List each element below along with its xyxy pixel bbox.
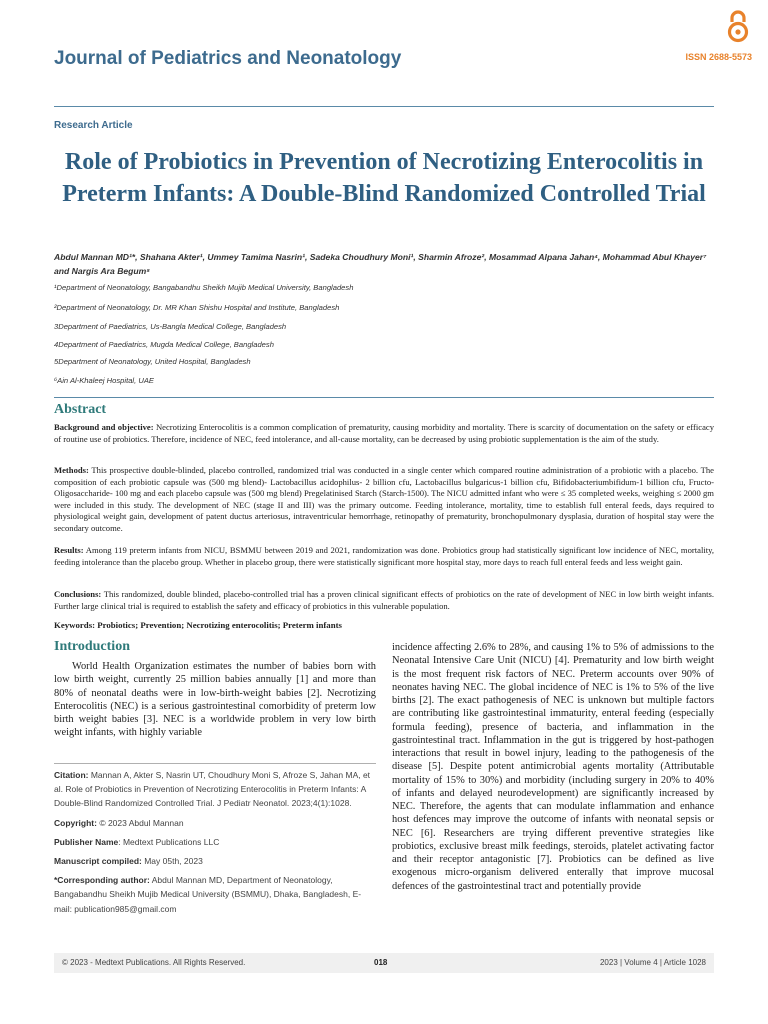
publisher-label: Publisher Name	[54, 836, 119, 847]
citation	[54, 768, 376, 811]
corresponding-text: Abdul Mannan MD, Department of Neonatology, Bangabandhu Sheikh Mujib Medical University (BSMMU), Dhaka, Bangladesh, E-mail: publication985@gmail.com	[54, 875, 362, 914]
affiliation: ²Department of Neonatology, Dr. MR Khan Shishu Hospital and Institute, Bangladesh	[54, 303, 340, 312]
intro-paragraph: World Health Organization estimates the number of babies born with low birth weight, currently 25 million babies annually [1] and more than 80% of neonatal deaths were in low-birth-weight babies [2]. Necrotizing Enterocolitis (NEC) is a serious gastrointestinal comorbidity of preterm low birth weight babies [3]. NEC is a worldwide problem in very low birth weight infants, with highly variable	[54, 661, 376, 739]
affiliation: 3Department of Paediatrics, Us-Bangla Medical College, Bangladesh	[54, 322, 287, 331]
abstract-results	[54, 545, 714, 568]
intro-paragraph: incidence affecting 2.6% to 28%, and causing 1% to 5% of admissions to the Neonatal Intensive Care Unit (NICU) [4]. Prematurity and low birth weight is the most frequent risk factors of NEC. Preterm accounts over 90% of neonates having NEC. The global incidence of NEC is 1% to 5% of the live births [2]. The exact pathogenesis of NEC is unknown but multiple factors are contributing like gastrointestinal immaturity, enteral feeding (especially formula feeding), presence of bacteria, and inflammation in the gastrointestinal tract. Inflammation in the gut is triggered by host-pathogen interactions that result in bowel injury, leading to the pathogenesis of the disease [5]. Despite potent antimicrobial agents mortality (Attributable mortality of 15% to 30%) and morbidity (including surgery in 20% to 40% of infants and delayed neurodevelopment) are significantly increased by NEC. Therefore, the agents that can modulate inflammation and enhance host defences may improve the outcome of infants with neonatal sepsis or NEC [6]. Researchers are trying different preventive strategies like probiotics, exclusive breast milk feedings, steroids, platelet activating factor and their receptor antagonistic [7]. Probiotics can be defined as live exogenous micro-organism delivered enterally that improve mucosal defences of the gastrointestinal tract and potentially provide	[392, 642, 714, 892]
citation-label: Citation:	[54, 770, 89, 780]
affiliation: ⁶Ain Al-Khaleej Hospital, UAE	[54, 376, 154, 385]
corresponding-label: *Corresponding author:	[54, 875, 150, 886]
abstract-conclusions	[54, 589, 714, 612]
compiled-text: May 05th, 2023	[141, 856, 203, 867]
copyright	[54, 816, 376, 830]
publisher-text: : Medtext Publications LLC	[118, 836, 220, 847]
introduction-heading: Introduction	[54, 639, 130, 654]
copyright-text: © 2023 Abdul Mannan	[96, 817, 184, 828]
affiliation: 4Department of Paediatrics, Mugda Medical College, Bangladesh	[54, 340, 274, 349]
article-type: Research Article	[54, 120, 133, 131]
abstract-label: Methods:	[54, 465, 89, 475]
intro-right-column	[392, 641, 714, 893]
publisher	[54, 835, 376, 849]
page-number: 018	[374, 958, 388, 967]
intro-left-column	[54, 660, 376, 740]
author-list: Abdul Mannan MD¹*, Shahana Akter¹, Ummey Tamima Nasrin¹, Sadeka Choudhury Moni¹, Sharmin Afroze², Mosammad Alpana Jahan⁴, Mohammad Abul Khayer⁷ and Nargis Ara Begum⁸	[54, 252, 707, 276]
abstract-methods	[54, 465, 714, 535]
abstract-label: Conclusions:	[54, 589, 102, 599]
citation-text: Mannan A, Akter S, Nasrin UT, Choudhury Moni S, Afroze S, Jahan MA, et al. Role of Probiotics in Prevention of Necrotizing Enterocolitis in Preterm Infants: A Double-Blind Randomized Controlled Trial. J Pediatr Neonatol. 2023;4(1):1028.	[54, 770, 371, 809]
abstract-label: Background and objective:	[54, 422, 154, 432]
footer-volume: 2023 | Volume 4 | Article 1028	[599, 958, 706, 967]
header-divider	[54, 106, 714, 107]
copyright-label: Copyright:	[54, 817, 97, 828]
journal-name: Journal of Pediatrics and Neonatology	[54, 48, 402, 69]
issn: ISSN 2688-5573	[685, 52, 752, 62]
page-footer	[54, 953, 714, 973]
abstract-heading: Abstract	[54, 402, 107, 417]
citation-divider	[54, 763, 376, 764]
open-access-icon	[725, 10, 751, 44]
abstract-background	[54, 422, 714, 445]
abstract-text: This randomized, double blinded, placebo-controlled trial has a proven clinical significant effects of probiotics on the rate of development of NEC in low birth weight infants. Further large clinical trial is required to establish the safety and efficacy of probiotics in this vulnerable population.	[54, 589, 714, 611]
article-title: Role of Probiotics in Prevention of Necrotizing Enterocolitis in Preterm Infants: A Double-Blind Randomized Controlled Trial	[62, 149, 706, 207]
abstract-text: Among 119 preterm infants from NICU, BSMMU between 2019 and 2021, randomization was done. Probiotics group had statistically significant low incidence of NEC, mortality, feeding intolerance than the placebo group. Whether in placebo group, there were statistically significant more hospital stay, more days to reach full enteral feeds and less weight gain.	[54, 545, 714, 567]
corresponding-author	[54, 873, 376, 916]
keywords: Keywords: Probiotics; Prevention; Necrotizing enterocolitis; Preterm infants	[54, 620, 342, 630]
abstract-label: Results:	[54, 545, 84, 555]
abstract-divider	[54, 397, 714, 398]
abstract-text: This prospective double-blinded, placebo controlled, randomized trial was conducted in a single center which compared routine administration of a probiotic with a placebo. The composition of each probiotic capsule was (500 mg blend)- Lactobacillus acidophilus- 2 billion cfu, Lactobacillus bulgaricus-1 billion cfu, Bifidobacteriumbifidum-1 billion cfu, Fructo-Oligosaccharide- 100 mg and each placebo capsule was (500 mg blend) Pregelatinised Starch (Starch-1500). The NICU admitted infant who were ≤ 35 completed weeks, weighing ≤ 2000 gm were included in this study. The development of NEC (stage II and III) was the primary outcome. Feeding intolerance, mortality, time to establish full enteral feeds, days required to physiological weight gain, development of patent ductus arteriosus, intraventricular hemorrhage, retinopathy of prematurity, bronchopulmonary dysplasia, duration of hospital stay were the secondary outcome.	[54, 465, 714, 533]
citation-box	[54, 768, 376, 921]
compiled-label: Manuscript compiled:	[54, 856, 142, 867]
footer-copyright: © 2023 - Medtext Publications. All Rights Reserved.	[62, 958, 246, 967]
manuscript-compiled	[54, 854, 376, 868]
affiliation: 5Department of Neonatology, United Hospital, Bangladesh	[54, 357, 251, 366]
abstract-text: Necrotizing Enterocolitis is a common complication of prematurity, causing morbidity and mortality. There is scarcity of documentation on the safety or efficacy of routine use of probiotics. Therefore, incidence of NEC, feed intolerance, and all-cause mortality, can be decreased by using probiotic supplementation is the aim of the study.	[54, 422, 714, 444]
affiliation: ¹Department of Neonatology, Bangabandhu Sheikh Mujib Medical University, Bangladesh	[54, 283, 354, 292]
